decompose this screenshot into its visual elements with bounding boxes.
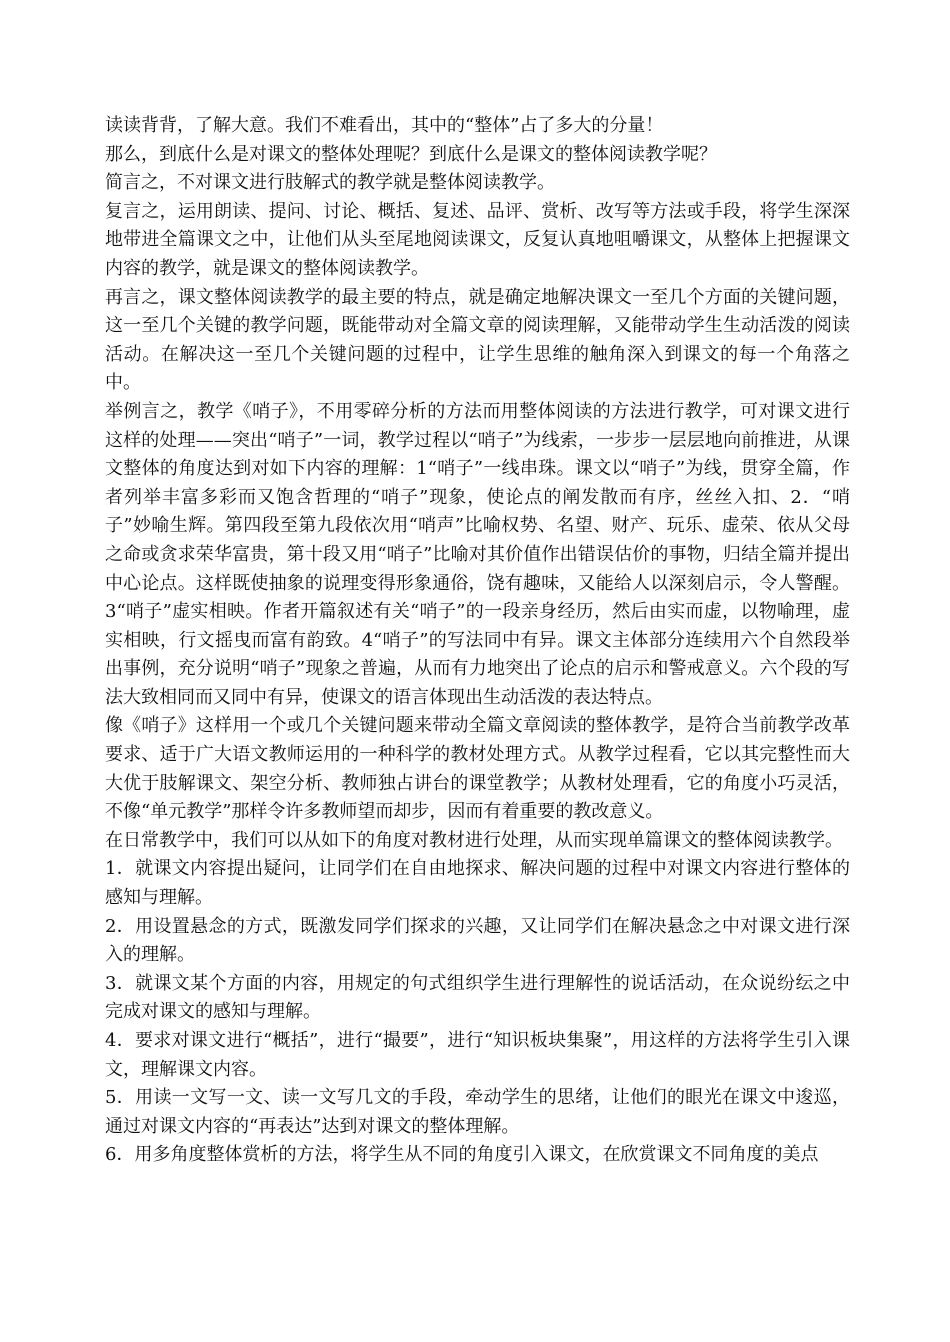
list-item-4: 4．要求对课文进行“概括”，进行“撮要”，进行“知识板块集聚”，用这样的方法将学生引入课文，理解课文内容。 bbox=[105, 1030, 850, 1080]
paragraph-8: 在日常教学中，我们可以从如下的角度对教材进行处理，从而实现单篇课文的整体阅读教学。 bbox=[105, 829, 843, 851]
paragraph-5: 再言之，课文整体阅读教学的最主要的特点，就是确定地解决课文一至几个方面的关键问题，这一至几个关键的教学问题，既能带动对全篇文章的阅读理解，又能带动学生生动活泼的阅读活动。在解决这一至几个关键问题的过程中，让学生思维的触角深入到课文的每一个角落之中。 bbox=[105, 286, 850, 394]
list-item-3: 3．就课文某个方面的内容，用规定的句式组织学生进行理解性的说话活动，在众说纷纭之中完成对课文的感知与理解。 bbox=[105, 972, 850, 1023]
paragraph-3: 简言之，不对课文进行肢解式的教学就是整体阅读教学。 bbox=[105, 172, 555, 194]
list-item-6: 6．用多角度整体赏析的方法，将学生从不同的角度引入课文，在欣赏课文不同角度的美点 bbox=[105, 1144, 819, 1166]
paragraph-2: 那么，到底什么是对课文的整体处理呢？到底什么是课文的整体阅读教学呢？ bbox=[105, 143, 717, 165]
list-item-5: 5．用读一文写一文、读一文写几文的手段，牵动学生的思绪，让他们的眼光在课文中逡巡，通过对课文内容的“再表达”达到对课文的整体理解。 bbox=[105, 1087, 850, 1137]
list-item-1: 1．就课文内容提出疑问，让同学们在自由地探求、解决问题的过程中对课文内容进行整体的感知与理解。 bbox=[105, 858, 850, 909]
paragraph-4: 复言之，运用朗读、提问、讨论、概括、复述、品评、赏析、改写等方法或手段，将学生深深地带进全篇课文之中，让他们从头至尾地阅读课文，反复认真地咀嚼课文，从整体上把握课文内容的教学，就是课文的整体阅读教学。 bbox=[105, 200, 850, 279]
document-body bbox=[105, 112, 850, 1170]
paragraph-1: 读读背背，了解大意。我们不难看出，其中的“整体”占了多大的分量！ bbox=[105, 115, 664, 136]
paragraph-7: 像《哨子》这样用一个或几个关键问题来带动全篇文章阅读的整体教学，是符合当前教学改革要求、适于广大语文教师运用的一种科学的教材处理方式。从教学过程看，它以其完整性而大大优于肢解课文、架空分析、教师独占讲台的课堂教学；从教材处理看，它的角度小巧灵活，不像“单元教学”那样令许多教师望而却步，因而有着重要的教改意义。 bbox=[105, 715, 850, 823]
list-item-2: 2．用设置悬念的方式，既激发同学们探求的兴趣，又让同学们在解决悬念之中对课文进行深入的理解。 bbox=[105, 915, 850, 966]
paragraph-6: 举例言之，教学《哨子》，不用零碎分析的方法而用整体阅读的方法进行教学，可对课文进行这样的处理——突出“哨子”一词，教学过程以“哨子”为线索，一步步一层层地向前推进，从课文整体的角度达到对如下内容的理解：1“哨子”一线串珠。课文以“哨子”为线，贯穿全篇，作者列举丰富多彩而又饱含哲理的“哨子”现象，使论点的阐发散而有序，丝丝入扣、2．“哨子”妙喻生辉。第四段至第九段依次用“哨声”比喻权势、名望、财产、玩乐、虚荣、依从父母之命或贪求荣华富贵，第十段又用“哨子”比喻对其价值作出错误估价的事物，归结全篇并提出中心论点。这样既使抽象的说理变得形象通俗，饶有趣味，又能给人以深刻启示，令人警醒。3“哨子”虚实相映。作者开篇叙述有关“哨子”的一段亲身经历，然后由实而虚，以物喻理，虚实相映，行文摇曳而富有韵致。4“哨子”的写法同中有异。课文主体部分连续用六个自然段举出事例，充分说明“哨子”现象之普遍，从而有力地突出了论点的启示和警戒意义。六个段的写法大致相同而又同中有异，使课文的语言体现出生动活泼的表达特点。 bbox=[105, 400, 850, 708]
